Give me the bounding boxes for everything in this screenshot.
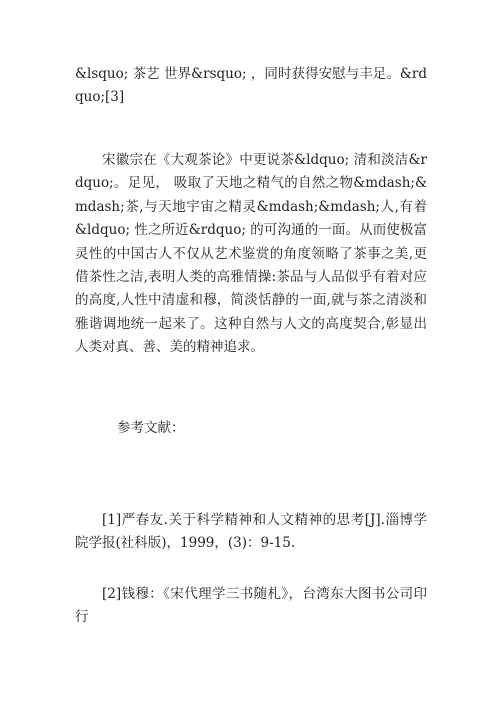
reference-item-2: [2]钱穆：《宋代理学三书随札》，台湾东大图书公司印行 (75, 586, 427, 626)
paragraph-continuation: &lsquo; 茶艺 世界&rsquo; ，同时获得安慰与丰足。&rdquo;[3] (75, 66, 427, 106)
reference-item-1: [1]严春友.关于科学精神和人文精神的思考[J].淄博学院学报(社科版)，1999，(3)：9-15. (75, 512, 427, 552)
paragraph-body: 宋徽宗在《大观茶论》中更说茶&ldquo; 清和淡洁&rdquo;。足见， 吸取了天地之精气的自然之物&mdash;&mdash;茶,与天地宇宙之精灵&mdash;&mdash;人,有着&ldquo; 性之所近&rdquo; 的可沟通的一面。从而使极富灵性的中国古人不仅从艺术鉴赏的角度领略了茶事之美,更借茶性之洁,表明人类的高雅情操:茶品与人品似乎有着对应的高度,人性中清虚和穆，简淡恬静的一面,就与茶之清淡和雅谐调地统一起来了。这种自然与人文的高度契合,彰显出人类对真、善、美的精神追求。 (75, 152, 427, 356)
references-heading: 参考文献： (117, 420, 185, 436)
